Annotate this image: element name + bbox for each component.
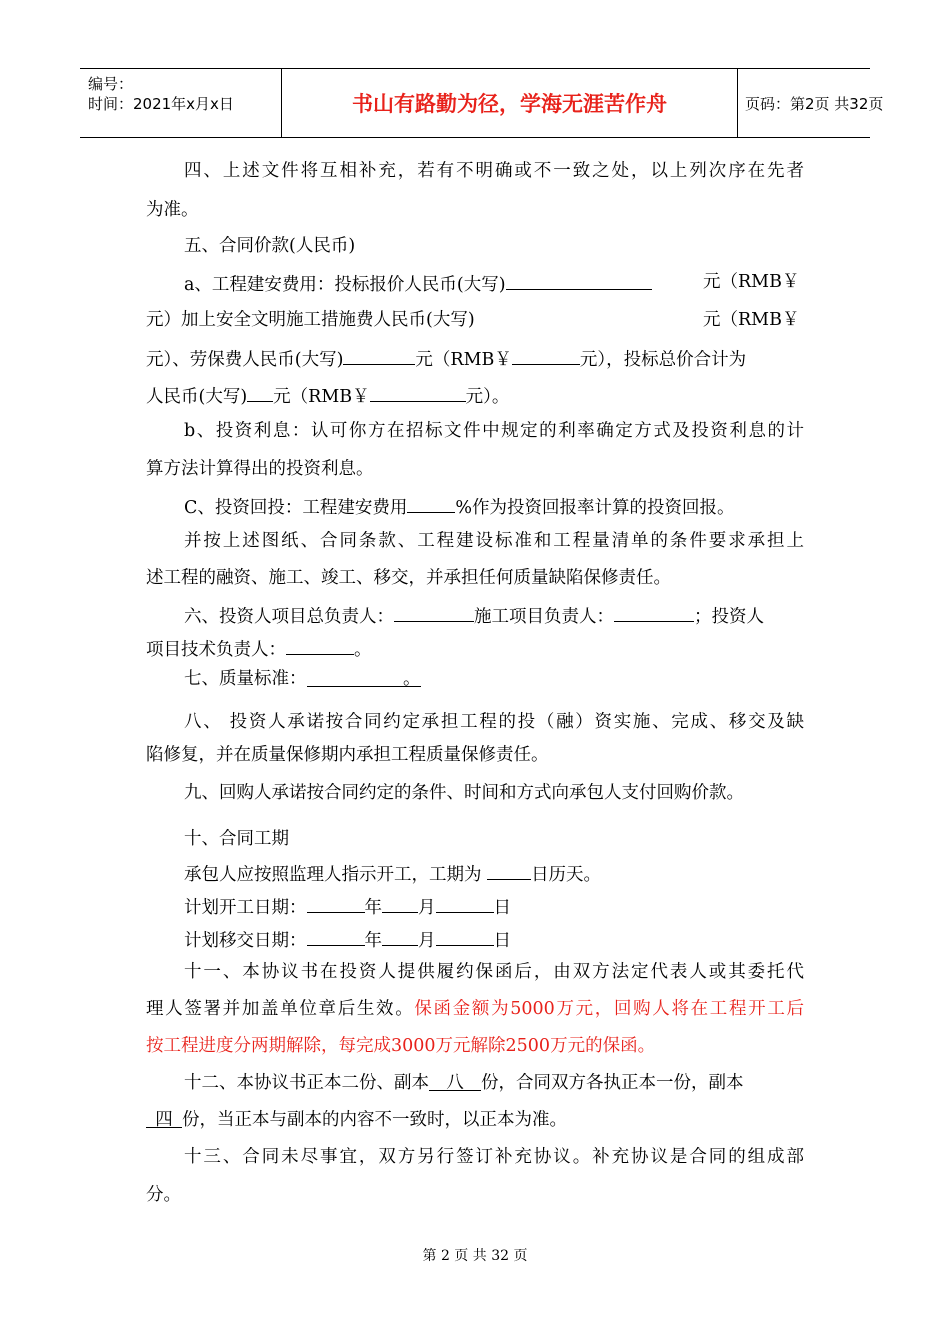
fill-blank: [394, 603, 474, 622]
header-page-label: 页码：第2页 共32页: [745, 94, 884, 113]
header-motto: 书山有路勤为径，学海无涯苦作舟: [281, 69, 738, 137]
copies-label: 十二、本协议书正本二份、副本: [184, 1073, 429, 1093]
year-label: 年: [364, 898, 382, 918]
labor-fee-text: 元）、劳保费人民币(大写): [146, 350, 344, 370]
scope-line-1: 并按上述图纸、合同条款、工程建设标准和工程量清单的条件要求承担上: [184, 531, 804, 551]
article-9-line: 九、回购人承诺按合同约定的条件、时间和方式向承包人支付回购价款。: [184, 783, 744, 803]
price-c-text: C、投资回投：工程建安费用: [184, 498, 408, 518]
price-a-line-1: [184, 271, 652, 296]
planned-start-date: [184, 894, 511, 919]
document-number-label: 编号：: [88, 75, 134, 93]
price-a-line-2: 元）加上安全文明施工措施费人民币(大写): [146, 310, 475, 330]
day-label: 日: [493, 898, 511, 918]
page-footer: 第 2 页 共 32 页: [422, 1248, 528, 1264]
fill-blank: [512, 346, 580, 365]
fill-blank: [436, 927, 494, 946]
fill-blank: [382, 927, 418, 946]
tech-lead-label: 项目技术负责人：: [146, 640, 286, 660]
year-label: 年: [364, 931, 382, 951]
duration-label: 承包人应按照监理人指示开工，工期为: [184, 865, 488, 885]
period: 。: [354, 640, 372, 660]
price-a-line-3: [146, 346, 746, 371]
construction-lead-label: 施工项目负责人：: [474, 607, 614, 627]
scope-line-2: 述工程的融资、施工、竣工、移交，并承担任何质量缺陷保修责任。: [146, 568, 671, 588]
fill-blank: [436, 894, 494, 913]
investor-lead-label: 六、投资人项目总负责人：: [184, 607, 394, 627]
quality-standard-label: 七、质量标准：: [184, 669, 307, 689]
fill-blank: [487, 861, 531, 880]
copies-precedence: 份，当正本与副本的内容不一致时，以正本为准。: [182, 1110, 567, 1130]
article-6-line-1: [184, 603, 764, 628]
fill-blank: [382, 894, 418, 913]
article-6-line-2: [146, 636, 372, 661]
header-meta: [80, 69, 280, 137]
price-a-rmb: 元（RMB￥: [703, 272, 800, 292]
fill-blank: [307, 894, 365, 913]
guarantee-amount-clause: 保函金额为5000万元，回购人将在工程开工后: [414, 999, 804, 1019]
price-a-text: a、工程建安费用：投标报价人民币(大写): [184, 275, 506, 295]
duplicate-count-2: 四: [146, 1109, 182, 1128]
effective-clause: 理人签署并加盖单位章后生效。: [146, 999, 415, 1019]
copies-rest: 份，合同双方各执正本一份，副本: [481, 1073, 744, 1093]
price-a-line-4: [146, 383, 509, 408]
total-rmb-text: 人民币(大写): [146, 387, 248, 407]
fill-blank: [614, 603, 694, 622]
fill-blank: [407, 494, 455, 513]
planned-start-label: 计划开工日期：: [184, 898, 307, 918]
price-c-rest: %作为投资回报率计算的投资回报。: [455, 498, 735, 518]
total-rmb-label: 元（RMB￥: [273, 387, 370, 407]
price-a-rmb-2: 元（RMB￥: [703, 310, 800, 330]
month-label: 月: [418, 898, 436, 918]
total-price-text: 元），投标总价合计为: [579, 350, 747, 370]
duration-unit: 日历天。: [531, 865, 602, 885]
article-11-line-1: 十一、本协议书在投资人提供履约保函后，由双方法定代表人或其委托代: [184, 962, 804, 982]
fill-blank: [307, 927, 365, 946]
article-4-line-1: 四、上述文件将互相补充，若有不明确或不一致之处，以上列次序在先者: [184, 161, 804, 181]
month-label: 月: [418, 931, 436, 951]
article-8-line-2: 陷修复，并在质量保修期内承担工程质量保修责任。: [146, 745, 549, 765]
price-c-line: [184, 494, 735, 519]
article-7-line: [184, 668, 421, 690]
price-b-line-2: 算方法计算得出的投资利息。: [146, 459, 374, 479]
planned-handover-date: [184, 927, 511, 952]
article-8-line-1: 八、 投资人承诺按合同约定承担工程的投（融）资实施、完成、移交及缺: [184, 712, 804, 732]
article-10-duration: [184, 861, 601, 886]
total-rmb-close: 元）。: [465, 387, 510, 407]
article-5-heading: 五、合同价款(人民币): [184, 236, 356, 256]
fill-blank: [506, 271, 652, 290]
price-b-line-1: b、投资利息：认可你方在招标文件中规定的利率确定方式及投资利息的计: [184, 421, 804, 441]
article-10-heading: 十、合同工期: [184, 829, 289, 849]
article-13-line-1: 十三、合同未尽事宜，双方另行签订补充协议。补充协议是合同的组成部: [184, 1147, 804, 1167]
page-header: [80, 68, 884, 138]
article-11-line-2: [146, 998, 804, 1020]
quality-standard-blank: 。: [307, 668, 421, 687]
duplicate-count: 八: [429, 1072, 481, 1091]
article-13-line-2: 分。: [146, 1185, 181, 1205]
guarantee-release-clause: 按工程进度分两期解除，每完成3000万元解除2500万元的保函。: [146, 1036, 656, 1056]
planned-handover-label: 计划移交日期：: [184, 931, 307, 951]
fill-blank: [286, 636, 354, 655]
article-4-line-2: 为准。: [146, 200, 199, 220]
labor-fee-rmb: 元（RMB￥: [415, 350, 512, 370]
day-label: 日: [493, 931, 511, 951]
investor-label: ；投资人: [694, 607, 764, 627]
document-date-label: 时间：2021年x月x日: [88, 95, 234, 113]
article-12-line-1: [184, 1072, 744, 1094]
fill-blank: [343, 346, 415, 365]
fill-blank: [370, 383, 466, 402]
fill-blank: [247, 383, 273, 402]
article-12-line-2: [146, 1109, 567, 1131]
